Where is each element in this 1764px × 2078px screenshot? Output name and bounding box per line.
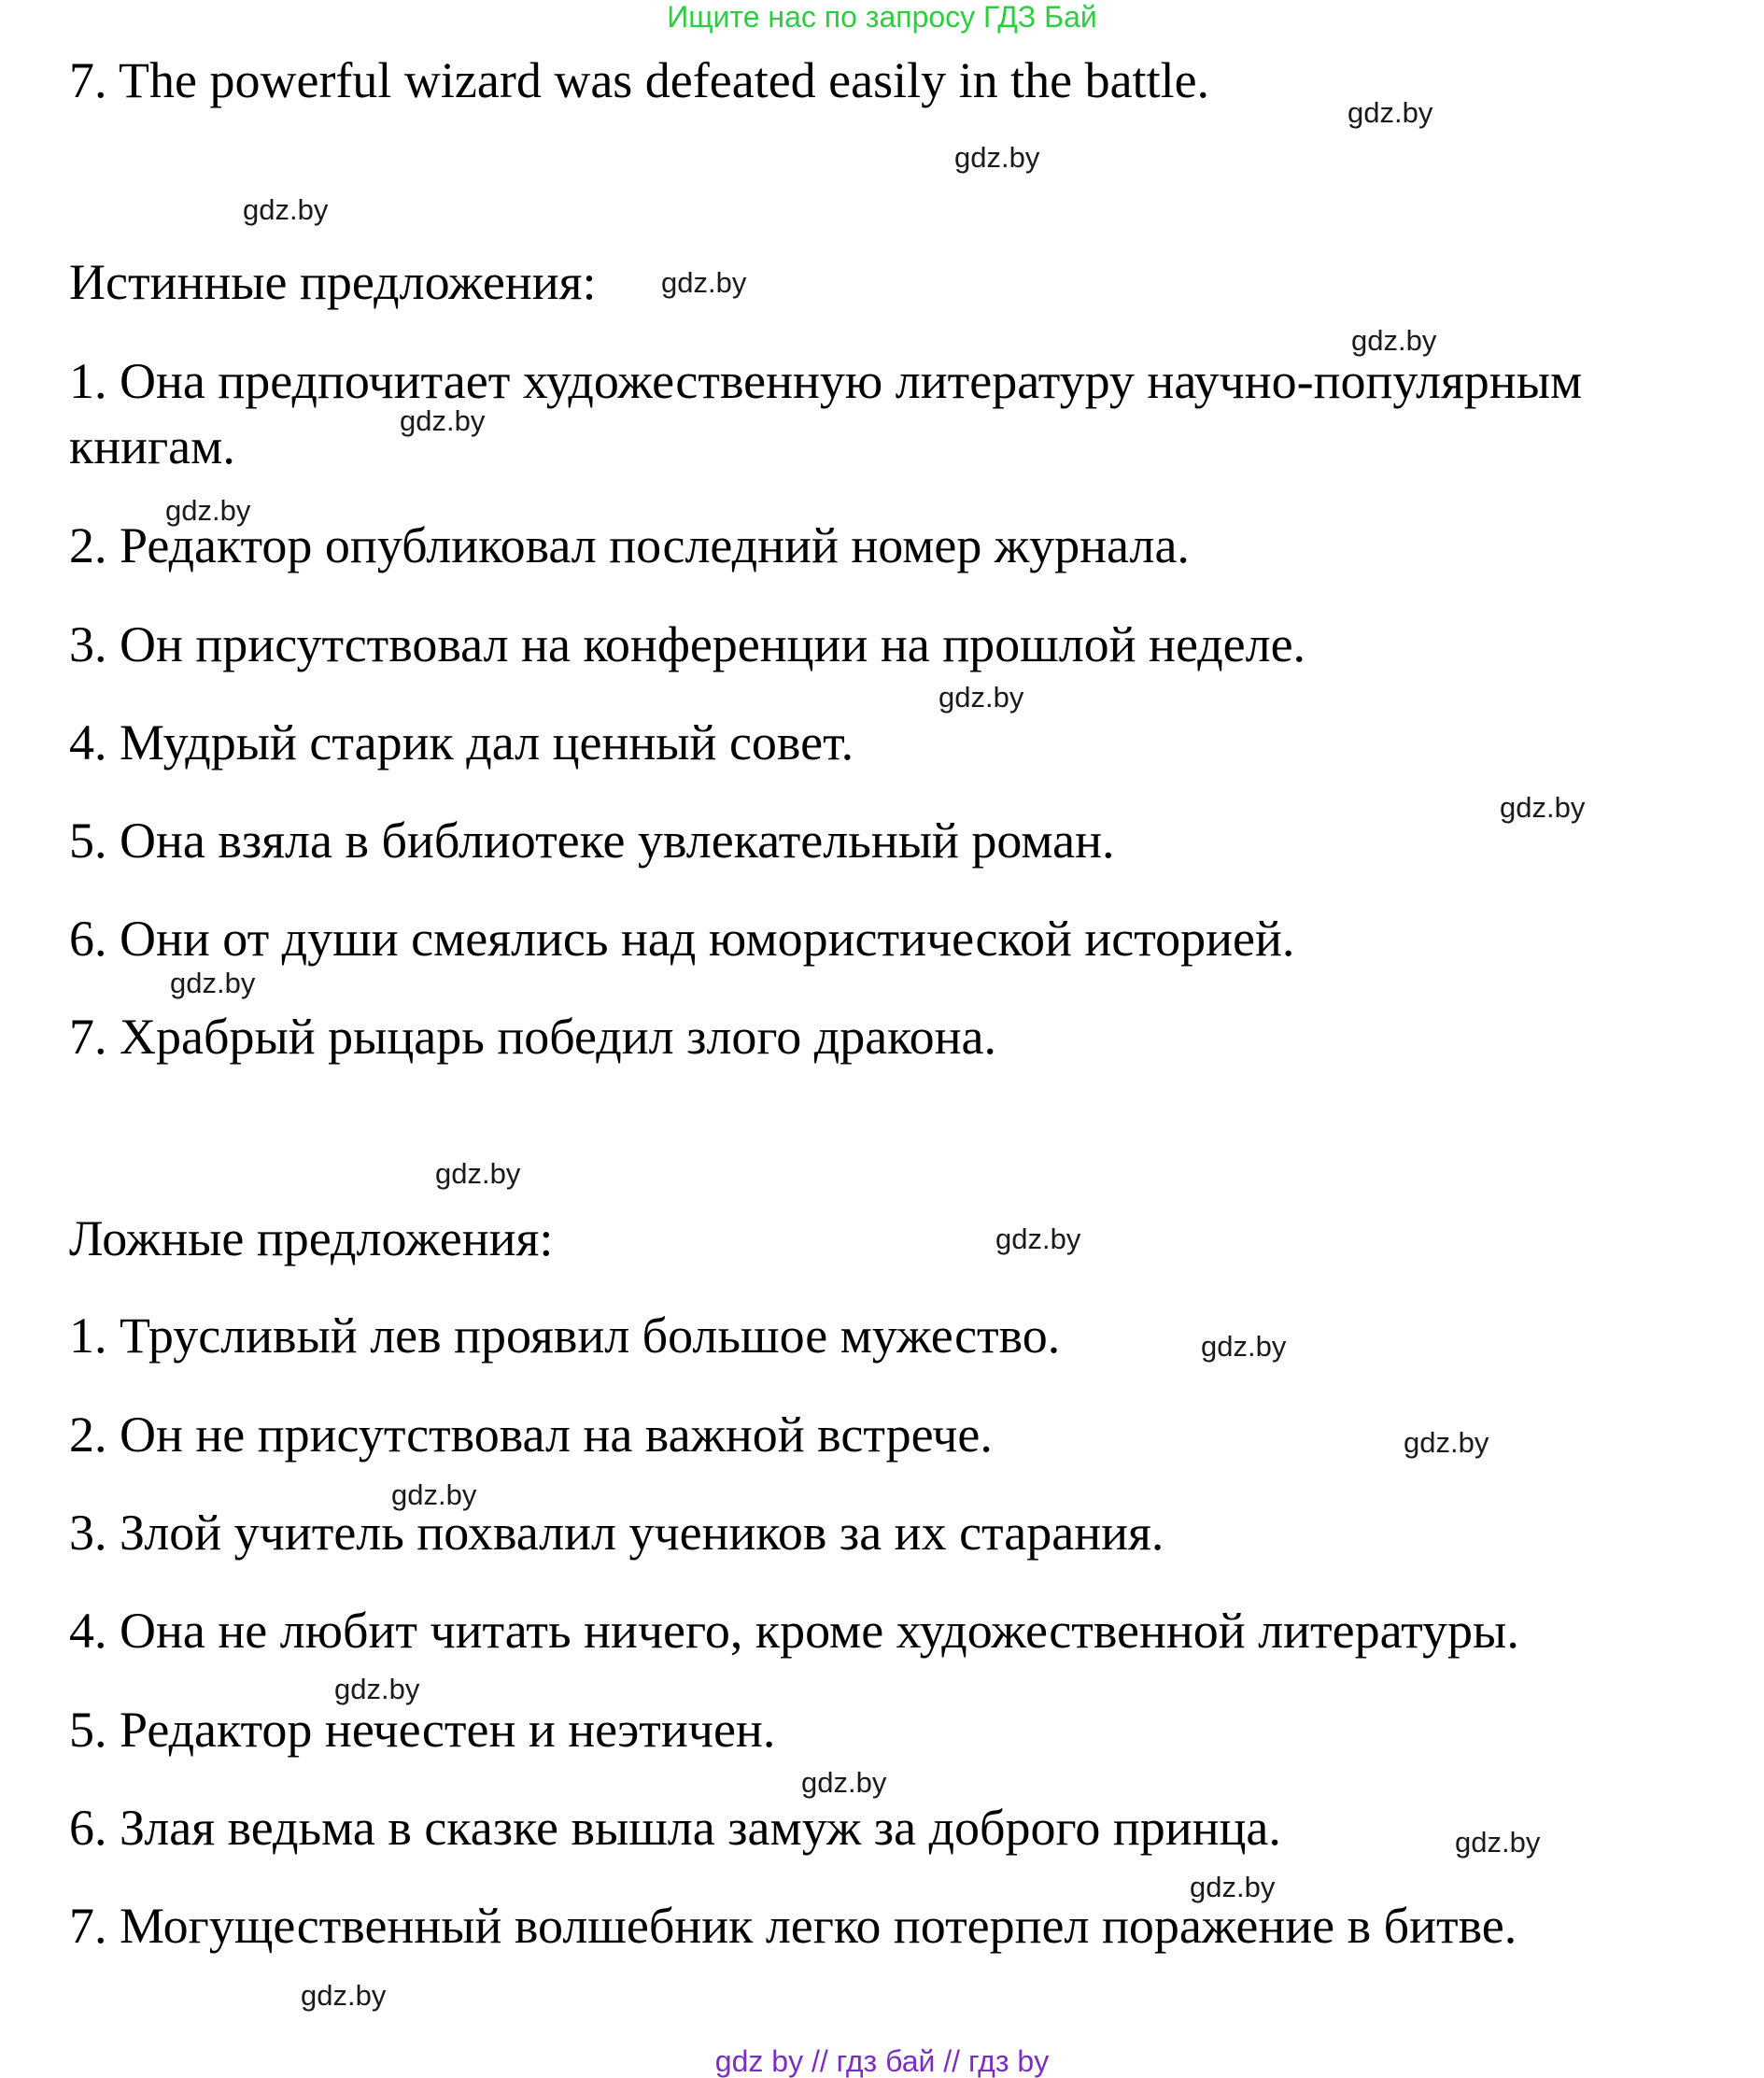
- watermark: gdz.by: [400, 404, 486, 437]
- true-item-5: 5. Она взяла в библиотеке увлекательный роман.: [69, 813, 1115, 869]
- search-banner[interactable]: Ищите нас по запросу ГДЗ Бай: [667, 0, 1097, 34]
- watermark: gdz.by: [954, 141, 1040, 174]
- watermark: gdz.by: [801, 1766, 887, 1799]
- watermark: gdz.by: [1190, 1871, 1276, 1903]
- false-item-7: 7. Могущественный волшебник легко потерпел поражение в битве.: [69, 1898, 1517, 1954]
- watermark: gdz.by: [938, 681, 1024, 714]
- true-item-6: 6. Они от души смеялись над юмористической историей.: [69, 911, 1295, 967]
- false-item-5: 5. Редактор нечестен и неэтичен.: [69, 1702, 776, 1758]
- watermark: gdz.by: [995, 1223, 1081, 1255]
- watermark: gdz.by: [243, 193, 329, 226]
- true-item-2: 2. Редактор опубликовал последний номер журнала.: [69, 517, 1190, 573]
- watermark: gdz.by: [1500, 791, 1586, 824]
- english-sentence-7: 7. The powerful wizard was defeated easily in the battle.: [69, 52, 1210, 108]
- false-item-2: 2. Он не присутствовал на важной встрече.: [69, 1407, 993, 1463]
- footer-links[interactable]: gdz by // гдз бай // гдз by: [714, 2044, 1050, 2078]
- true-item-7: 7. Храбрый рыцарь победил злого дракона.: [69, 1009, 997, 1065]
- true-item-1-cont: книгам.: [69, 418, 235, 474]
- watermark: gdz.by: [1455, 1826, 1541, 1859]
- watermark: gdz.by: [391, 1478, 477, 1511]
- false-item-6: 6. Злая ведьма в сказке вышла замуж за доброго принца.: [69, 1800, 1281, 1856]
- false-item-3: 3. Злой учитель похвалил учеников за их старания.: [69, 1505, 1164, 1561]
- watermark: gdz.by: [1351, 324, 1437, 357]
- watermark: gdz.by: [165, 494, 251, 527]
- watermark: gdz.by: [301, 1979, 387, 2012]
- false-item-1: 1. Трусливый лев проявил большое мужество.: [69, 1308, 1061, 1364]
- true-item-1: 1. Она предпочитает художественную литературу научно-популярным: [69, 353, 1583, 409]
- false-item-4: 4. Она не любит читать ничего, кроме художественной литературы.: [69, 1603, 1519, 1659]
- watermark: gdz.by: [435, 1157, 521, 1190]
- true-heading: Истинные предложения:: [69, 254, 597, 310]
- true-item-3: 3. Он присутствовал на конференции на прошлой неделе.: [69, 616, 1306, 672]
- true-item-4: 4. Мудрый старик дал ценный совет.: [69, 714, 854, 770]
- watermark: gdz.by: [1348, 96, 1433, 129]
- watermark: gdz.by: [661, 266, 747, 299]
- watermark: gdz.by: [334, 1673, 420, 1705]
- watermark: gdz.by: [170, 967, 256, 999]
- false-heading: Ложные предложения:: [69, 1210, 554, 1266]
- watermark: gdz.by: [1404, 1426, 1489, 1459]
- watermark: gdz.by: [1201, 1330, 1287, 1363]
